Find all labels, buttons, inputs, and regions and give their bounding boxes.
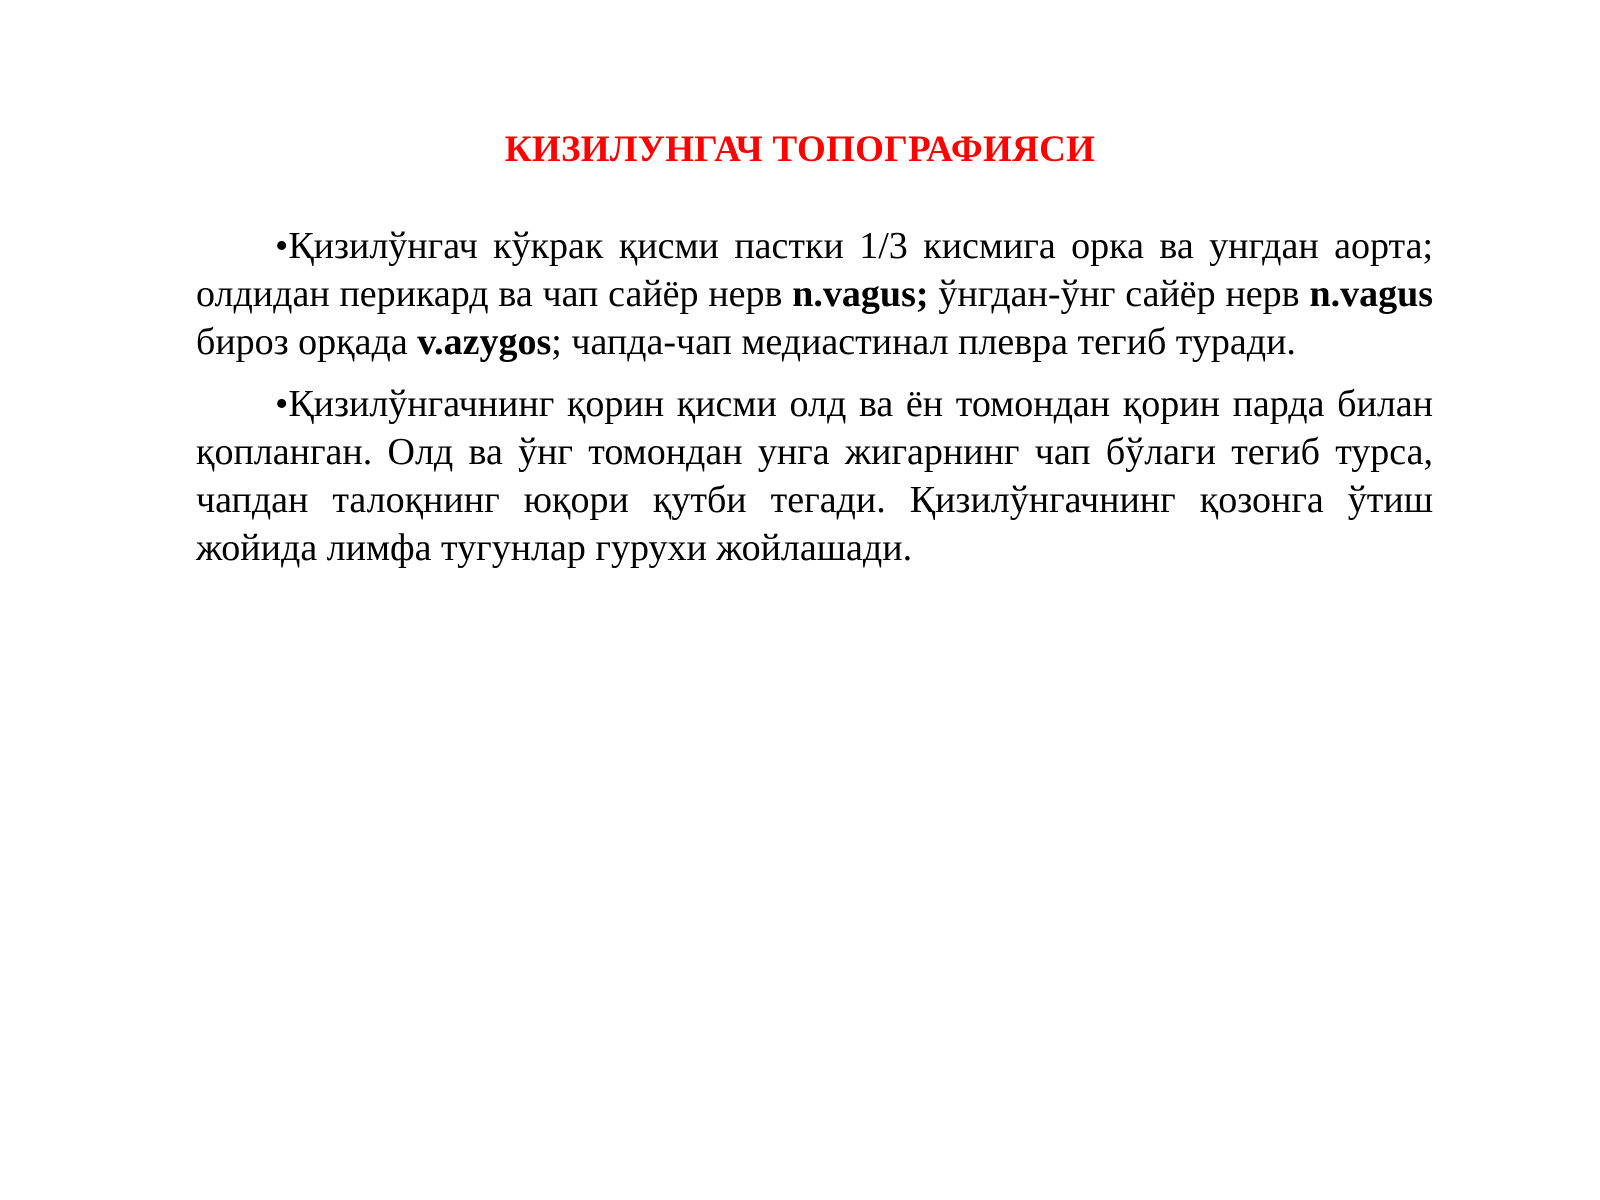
bold-term-v-azygos: v.azygos: [417, 321, 552, 363]
text-segment: Қизилўнгачнинг қорин қисми олд ва ён томондан қорин парда билан қопланган. Олд ва ўнг томондан унга жигарнинг чап бўлаги тегиб турса, чапдан талоқнинг юқори қутби тегади. Қизилўнгачнинг қозонга ўтиш жойида лимфа тугунлар гурухи жойлашади.: [196, 383, 1433, 569]
slide-title: КИЗИЛУНГАЧ ТОПОГРАФИЯСИ: [504, 129, 1096, 170]
bullet: •: [275, 383, 289, 425]
text-segment: Қизилўнгач кўкрак қисми пастки 1/3 кисмига орка ва унгдан аорта; олдидан перикард ва чап сайёр нерв: [196, 225, 1433, 315]
paragraph-abdominal-part: [196, 380, 1433, 572]
text-segment: ўнгдан-ўнг сайёр нерв: [928, 273, 1310, 315]
paragraph-thoracic-part: [196, 222, 1433, 366]
bullet: •: [275, 225, 289, 267]
slide-body: [196, 222, 1433, 586]
text-segment: ; чапда-чап медиастинал плевра тегиб туради.: [551, 321, 1296, 363]
text-segment: бироз орқада: [196, 321, 418, 363]
bold-term-n-vagus-right: n.vagus: [1309, 273, 1433, 315]
bold-term-n-vagus-left: n.vagus;: [792, 273, 929, 315]
